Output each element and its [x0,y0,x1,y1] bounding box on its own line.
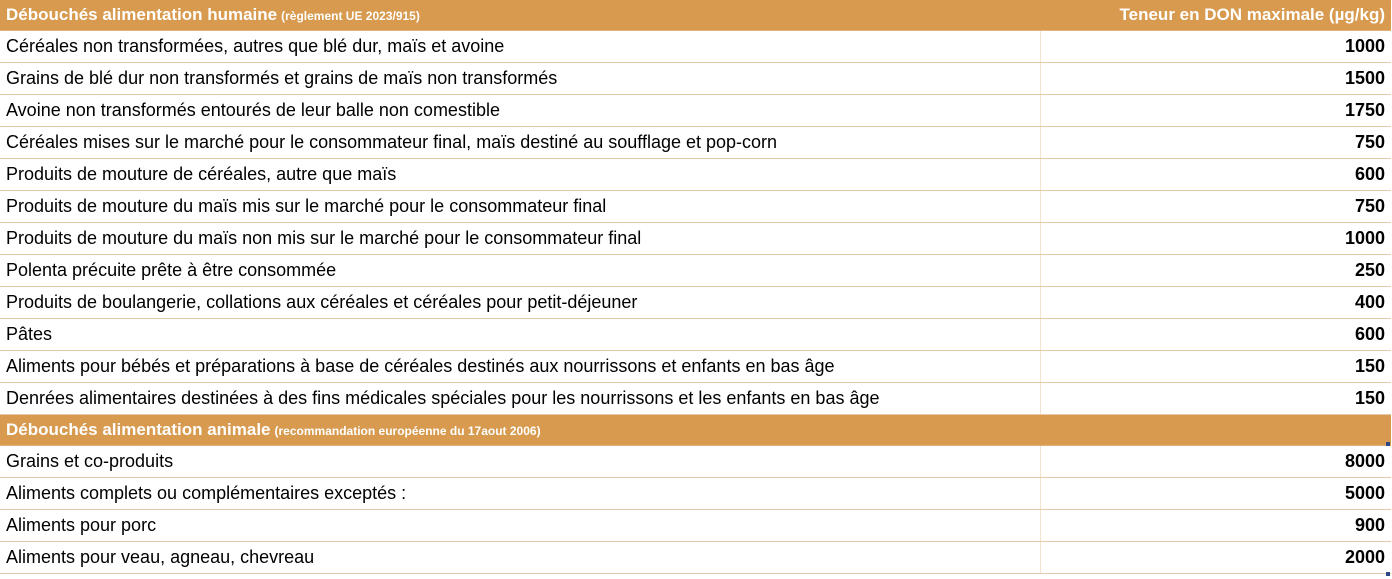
row-value-cell[interactable]: 5000 [1040,478,1391,510]
row-label-cell[interactable]: Polenta précuite prête à être consommée [0,255,1040,287]
row-label-cell[interactable]: Grains et co-produits [0,446,1040,478]
table-row [0,510,1391,542]
table-row [0,159,1391,191]
table-row [0,446,1391,478]
row-value-cell[interactable]: 150 [1040,351,1391,383]
table-row [0,542,1391,574]
cell-corner-marker-bottom [1386,572,1390,576]
row-label-cell[interactable]: Produits de mouture du maïs non mis sur le marché pour le consommateur final [0,223,1040,255]
header-cell-human[interactable] [0,0,1040,31]
table-row [0,383,1391,415]
row-label-cell[interactable]: Produits de mouture de céréales, autre que maïs [0,159,1040,191]
row-label-cell[interactable]: Grains de blé dur non transformés et grains de maïs non transformés [0,63,1040,95]
row-label-cell[interactable]: Produits de boulangerie, collations aux céréales et céréales pour petit-déjeuner [0,287,1040,319]
table-row [0,351,1391,383]
row-label-cell[interactable]: Denrées alimentaires destinées à des fins médicales spéciales pour les nourrissons et les enfants en bas âge [0,383,1040,415]
table-row [0,63,1391,95]
row-value-cell[interactable]: 250 [1040,255,1391,287]
row-label-cell[interactable]: Pâtes [0,319,1040,351]
row-label-cell[interactable]: Aliments pour bébés et préparations à base de céréales destinés aux nourrissons et enfants en bas âge [0,351,1040,383]
header-row-human [0,0,1391,31]
row-label-cell[interactable]: Avoine non transformés entourés de leur balle non comestible [0,95,1040,127]
row-value-cell[interactable]: 750 [1040,191,1391,223]
header-empty-cell[interactable] [1040,415,1391,446]
row-value-cell[interactable]: 600 [1040,319,1391,351]
row-value-cell[interactable]: 2000 [1040,542,1391,574]
header-row-animal [0,415,1391,446]
value-header-cell[interactable]: Teneur en DON maximale (µg/kg) [1040,0,1391,31]
table-row [0,478,1391,510]
header-cell-animal[interactable] [0,415,1040,446]
row-label-cell[interactable]: Produits de mouture du maïs mis sur le marché pour le consommateur final [0,191,1040,223]
section-subtitle-human: (règlement UE 2023/915) [281,9,420,23]
table-row [0,319,1391,351]
table-row [0,95,1391,127]
row-value-cell[interactable]: 1000 [1040,223,1391,255]
row-label-cell[interactable]: Aliments pour porc [0,510,1040,542]
section-title-animal: Débouchés alimentation animale [6,420,271,439]
row-label-cell[interactable]: Céréales non transformées, autres que blé dur, maïs et avoine [0,31,1040,63]
row-value-cell[interactable]: 750 [1040,127,1391,159]
table-row [0,31,1391,63]
row-label-cell[interactable]: Aliments pour veau, agneau, chevreau [0,542,1040,574]
row-value-cell[interactable]: 900 [1040,510,1391,542]
cell-corner-marker-top [1386,442,1390,446]
table-row [0,127,1391,159]
row-label-cell[interactable]: Aliments complets ou complémentaires exceptés : [0,478,1040,510]
row-value-cell[interactable]: 1750 [1040,95,1391,127]
section-title-human: Débouchés alimentation humaine [6,5,278,24]
row-value-cell[interactable]: 1500 [1040,63,1391,95]
row-value-cell[interactable]: 1000 [1040,31,1391,63]
row-value-cell[interactable]: 8000 [1040,446,1391,478]
table-row [0,287,1391,319]
row-label-cell[interactable]: Céréales mises sur le marché pour le consommateur final, maïs destiné au soufflage et pop-corn [0,127,1040,159]
row-value-cell[interactable]: 150 [1040,383,1391,415]
table-row [0,223,1391,255]
table-row [0,191,1391,223]
row-value-cell[interactable]: 600 [1040,159,1391,191]
table-row [0,255,1391,287]
row-value-cell[interactable]: 400 [1040,287,1391,319]
section-subtitle-animal: (recommandation européenne du 17aout 2006) [274,424,541,438]
